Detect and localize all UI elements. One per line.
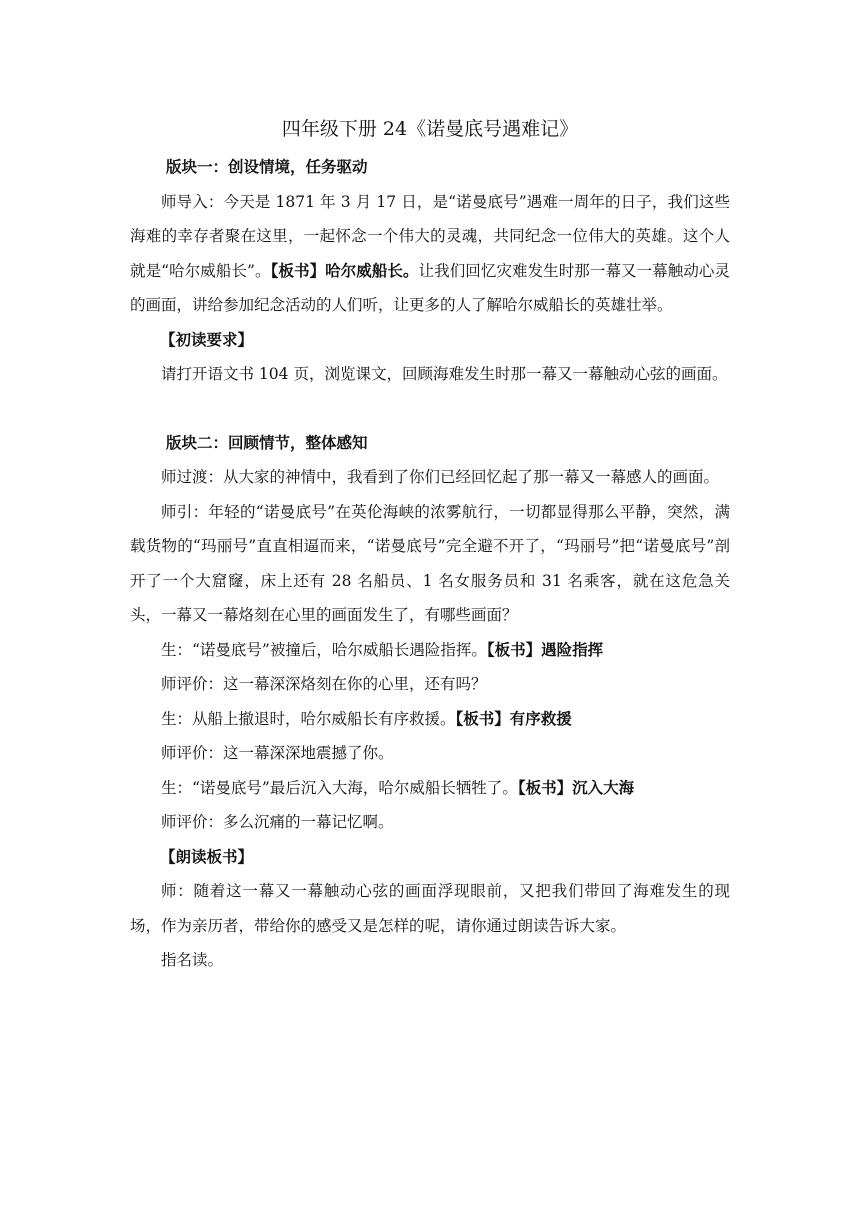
reading-requirement-text: 请打开语文书 104 页，浏览课文，回顾海难发生时那一幕又一幕触动心弦的画面。: [161, 365, 728, 383]
intro-text-b: 让我们回忆灾难发生时那一幕又一幕触动心灵的画面，讲给参加纪念活动的人们听，让更多的人了解哈尔威船长的英雄壮举。: [130, 261, 730, 314]
section1-intro: [130, 185, 730, 323]
student-answer-2-text: 生：从船上撤退时，哈尔威船长有序救援。: [161, 709, 456, 728]
document-title: 四年级下册 24《诺曼底号遇难记》: [281, 118, 579, 140]
teacher-transition: 师过渡：从大家的神情中，我看到了你们已经回忆起了那一幕又一幕感人的画面。: [161, 468, 720, 486]
student-answer-3: [130, 771, 730, 806]
board-note-1: 【板书】遇险指挥: [486, 640, 604, 659]
read-board-heading: 【朗读板书】: [160, 847, 254, 866]
teacher-comment-1: 师评价：这一幕深深烙刻在你的心里，还有吗？: [161, 675, 487, 693]
student-answer-2: [130, 702, 730, 737]
student-answer-3-text: 生：“诺曼底号”最后沉入大海，哈尔威船长牺牲了。: [161, 778, 518, 797]
intro-text-a: 师导入：今天是 1871 年 3 月 17 日，是“诺曼底号”遇难一周年的日子，我们这些海难的幸存者聚在这里，一起怀念一个伟大的灵魂，共同纪念一位伟大的英雄。这个人就是“哈尔威船长”。: [130, 192, 730, 280]
board-note-3: 【板书】沉入大海: [517, 778, 635, 797]
section2-heading: 版块二：回顾情节，整体感知: [166, 433, 368, 452]
student-answer-1-text: 生：“诺曼底号”被撞后，哈尔威船长遇险指挥。: [161, 640, 487, 659]
teacher-guide: 师引：年轻的“诺曼底号”在英伦海峡的浓雾航行，一切都显得那么平静，突然，满载货物的“玛丽号”直直相逼而来，“诺曼底号”完全避不开了，“玛丽号”把“诺曼底号”剖开了一个大窟窿，床上还有 28 名船员、1 名女服务员和 31 名乘客，就在这危急关头，一幕又一幕烙刻在心里的画面发生了，有哪些画面？: [130, 502, 730, 624]
spacer: [130, 392, 730, 426]
reading-requirement-heading: 【初读要求】: [160, 330, 254, 349]
intro-board-note: 【板书】哈尔威船长。: [270, 261, 419, 280]
board-note-2: 【板书】有序救援: [455, 709, 572, 728]
student-answer-1: [130, 633, 730, 668]
closing-line: 指名读。: [161, 951, 224, 969]
teacher-comment-3: 师评价：多么沉痛的一幕记忆啊。: [161, 813, 394, 831]
section1-heading: 版块一：创设情境，任务驱动: [166, 158, 368, 176]
teacher-comment-2: 师评价：这一幕深深地震撼了你。: [161, 744, 394, 762]
document-page: [130, 112, 730, 978]
read-board-text: 师：随着这一幕又一幕触动心弦的画面浮现眼前，又把我们带回了海难发生的现场，作为亲历者，带给你的感受又是怎样的呢，请你通过朗读告诉大家。: [130, 882, 730, 935]
